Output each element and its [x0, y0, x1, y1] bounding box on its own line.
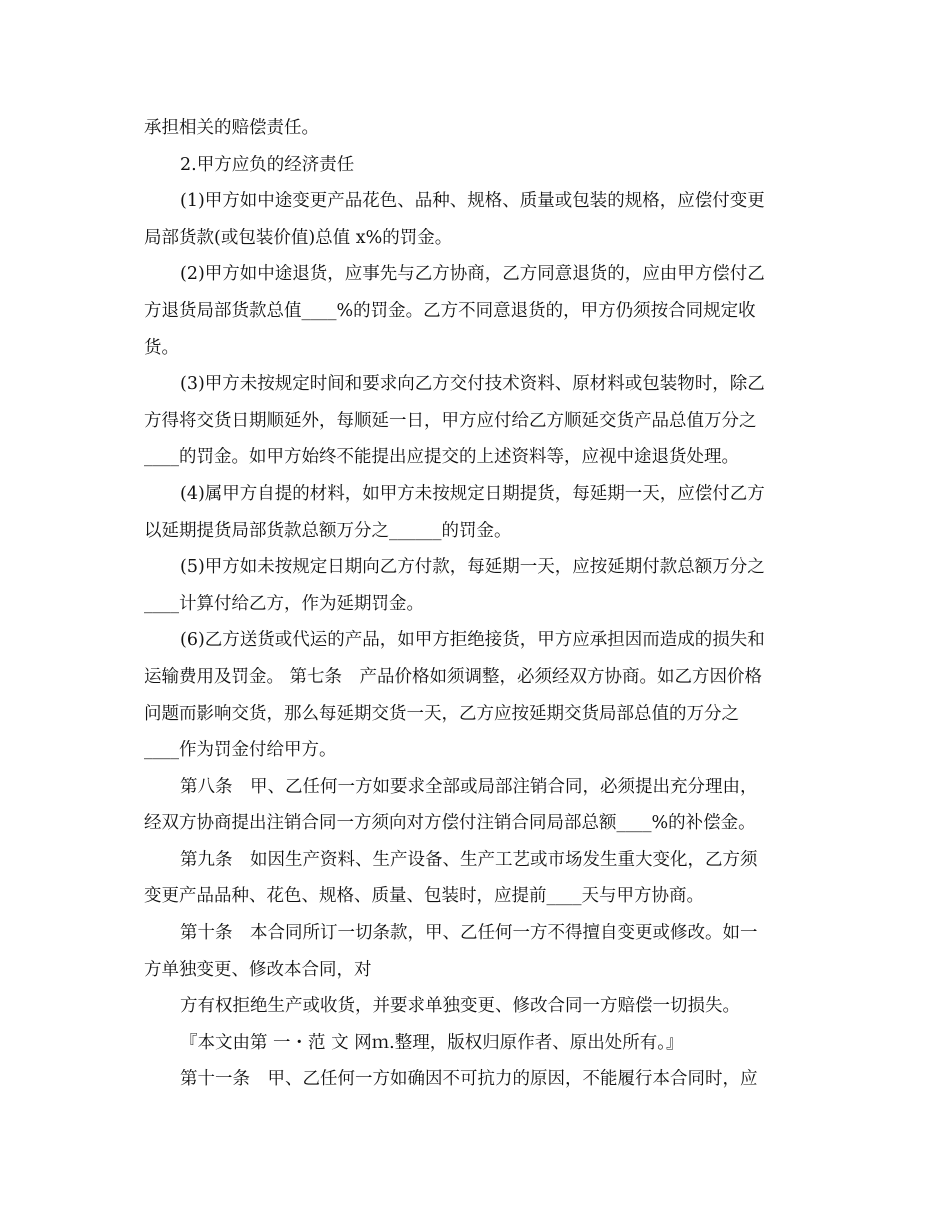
text-line: ____的罚金。如甲方始终不能提出应提交的上述资料等，应视中途退货处理。	[144, 447, 739, 468]
text-line: 第十条 本合同所订一切条款，甲、乙任何一方不得擅自变更或修改。如一	[180, 923, 758, 944]
text-line: (4)属甲方自提的材料，如甲方未按规定日期提货，每延期一天，应偿付乙方	[180, 483, 765, 504]
text-line: 第八条 甲、乙任何一方如要求全部或局部注销合同，必须提出充分理由，	[180, 776, 758, 797]
text-line: 第九条 如因生产资料、生产设备、生产工艺或市场发生重大变化，乙方须	[180, 849, 758, 870]
text-line: 『本文由第 一・范 文 网ｍ.整理，版权归原作者、原出处所有。』	[180, 1032, 684, 1053]
text-line: 方有权拒绝生产或收货，并要求单独变更、修改合同一方赔偿一切损失。	[180, 996, 740, 1017]
text-line: 变更产品品种、花色、规格、质量、包装时，应提前____天与甲方协商。	[144, 886, 704, 907]
text-line: 局部货款(或包装价值)总值 x%的罚金。	[144, 227, 453, 248]
text-line: (1)甲方如中途变更产品花色、品种、规格、质量或包装的规格，应偿付变更	[180, 191, 765, 212]
text-line: 2.甲方应负的经济责任	[180, 154, 355, 175]
text-line: 方退货局部货款总值____%的罚金。乙方不同意退货的，甲方仍须按合同规定收	[144, 300, 756, 321]
text-line: (6)乙方送货或代运的产品，如甲方拒绝接货，甲方应承担因而造成的损失和	[180, 630, 765, 651]
text-line: 方单独变更、修改本合同，对	[144, 959, 372, 980]
contract-text-body	[144, 110, 810, 1098]
text-line: 运输费用及罚金。 第七条 产品价格如须调整，必须经双方协商。如乙方因价格	[144, 666, 763, 687]
text-line: 经双方协商提出注销合同一方须向对方偿付注销合同局部总额____%的补偿金。	[144, 813, 756, 834]
text-line: ____计算付给乙方，作为延期罚金。	[144, 593, 424, 614]
text-line: (3)甲方未按规定时间和要求向乙方交付技术资料、原材料或包装物时，除乙	[180, 374, 765, 395]
text-line: 以延期提货局部货款总额万分之______的罚金。	[144, 520, 512, 541]
text-line: 承担相关的赔偿责任。	[144, 118, 319, 138]
text-line: 第十一条 甲、乙任何一方如确因不可抗力的原因，不能履行本合同时，应	[180, 1069, 758, 1090]
text-line: (5)甲方如未按规定日期向乙方付款，每延期一天，应按延期付款总额万分之	[180, 557, 765, 578]
text-line: ____作为罚金付给甲方。	[144, 740, 337, 761]
text-line: 方得将交货日期顺延外，每顺延一日，甲方应付给乙方顺延交货产品总值万分之	[144, 410, 757, 431]
text-line: 问题而影响交货，那么每延期交货一天，乙方应按延期交货局部总值的万分之	[144, 703, 739, 724]
text-line: 货。	[144, 337, 179, 358]
text-line: (2)甲方如中途退货，应事先与乙方协商，乙方同意退货的，应由甲方偿付乙	[180, 264, 765, 285]
